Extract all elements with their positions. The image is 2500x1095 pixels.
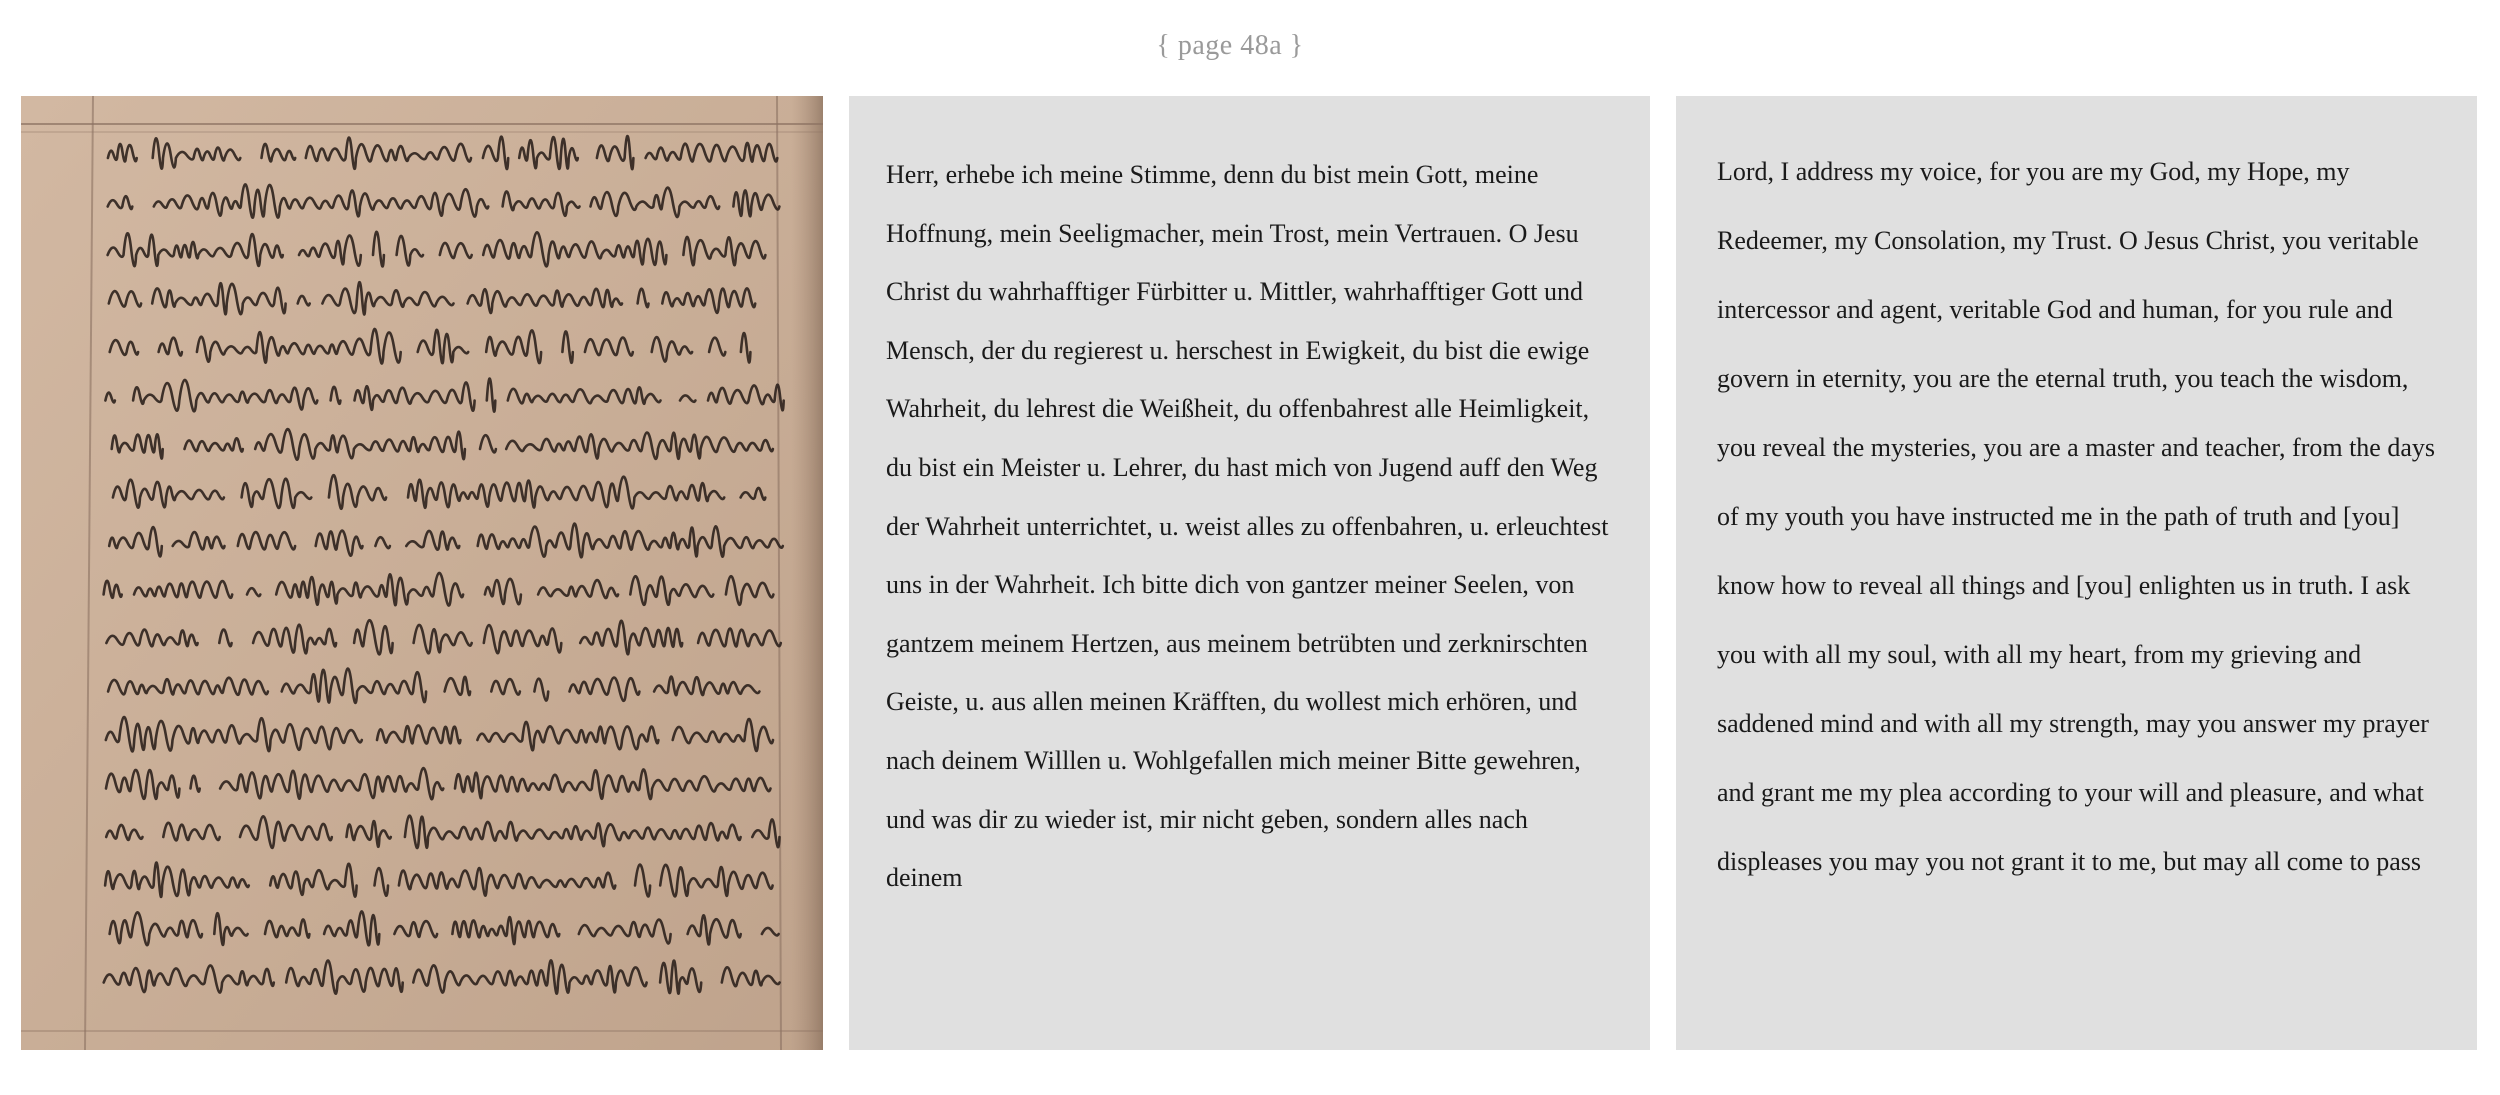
german-transcription-panel bbox=[849, 96, 1650, 1050]
manuscript-scan bbox=[21, 96, 823, 1050]
english-translation-panel bbox=[1676, 96, 2477, 1050]
page-label: { page 48a } bbox=[1156, 30, 1304, 61]
german-transcription-text: Herr, erhebe ich meine Stimme, denn du bist mein Gott, meine Hoffnung, mein Seeligmacher, mein Trost, mein Vertrauen. O Jesu Christ du wahrhafftiger Fürbitter u. Mittler, wahrhafftiger Gott und Mensch, der du regierest u. herschest in Ewigkeit, du bist die ewige Wahrheit, du lehrest die Weißheit, du offenbahrest alle Heimligkeit, du bist ein Meister u. Lehrer, du hast mich von Jugend auff den Weg der Wahrheit unterrichtet, u. weist alles zu offenbahren, u. erleuchtest uns in der Wahrheit. Ich bitte dich von gantzer meiner Seelen, von gantzem meinem Hertzen, aus meinem betrübten und zerknirschten Geiste, u. aus allen meinen Kräfften, du wollest mich erhören, und nach deinem Willlen u. Wohlgefallen mich meiner Bitte gewehren, und was dir zu wieder ist, mir nicht geben, sondern alles nach deinem bbox=[886, 160, 1609, 893]
handwritten-manuscript-image bbox=[21, 96, 823, 1050]
english-translation-text: Lord, I address my voice, for you are my God, my Hope, my Redeemer, my Consolation, my Trust. O Jesus Christ, you veritable intercessor and agent, veritable God and human, for you rule and govern in eternity, you are the eternal truth, you teach the wisdom, you reveal the mysteries, you are a master and teacher, from the days of my youth you have instructed me in the path of truth and [you] know how to reveal all things and [you] enlighten us in truth. I ask you with all my soul, with all my heart, from my grieving and saddened mind and with all my strength, may you answer my prayer and grant me my plea according to your will and pleasure, and what displeases you may you not grant it to me, but may all come to pass bbox=[1717, 157, 2435, 876]
